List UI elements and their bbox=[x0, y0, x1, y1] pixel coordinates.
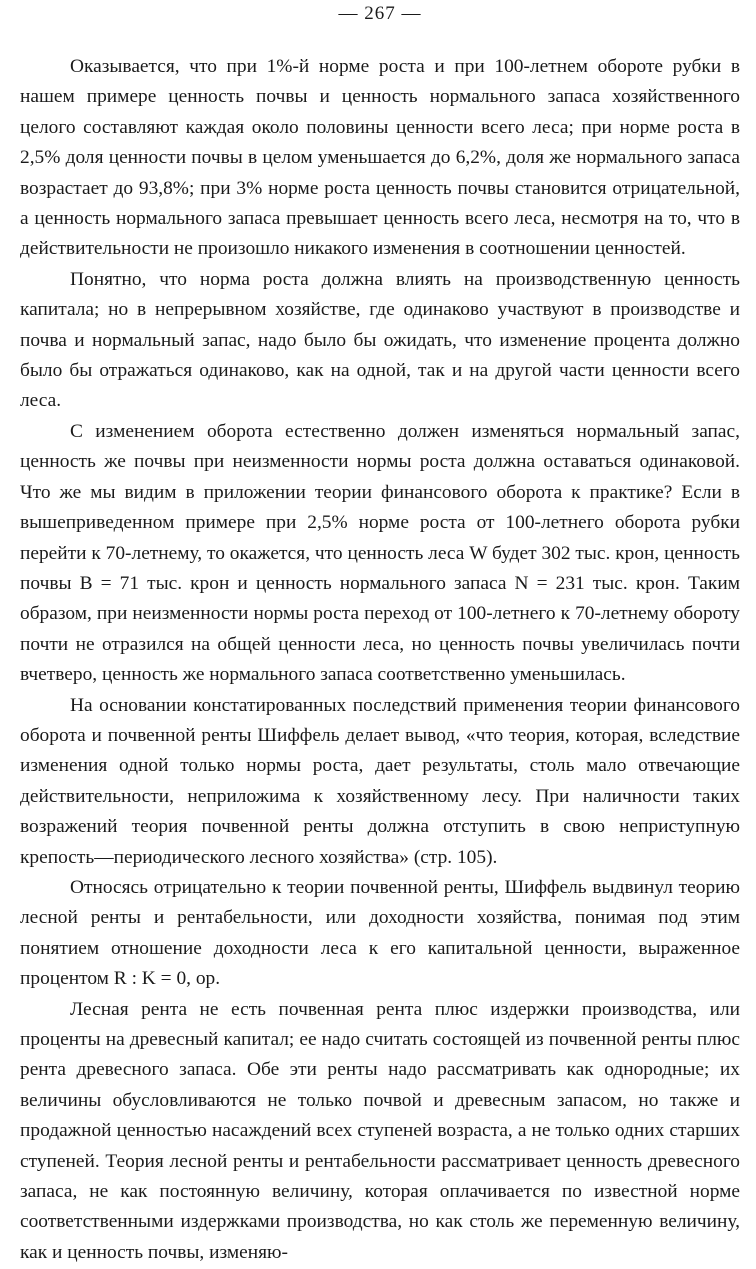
paragraph-6: Лесная рента не есть почвенная рента плюс издержки производства, или проценты на древесный капитал; ее надо считать состоящей из почвенной ренты плюс рента древесного запаса. Обе эти ренты надо рассматривать как однородные; их величины обусловливаются не только почвой и древесным запасом, но также и продажной ценностью насаждений всех ступеней возраста, а не только одних старших ступеней. Теория лесной ренты и рентабельности рассматривает ценность древесного запаса, не как постоянную величину, которая оплачивается по известной норме соответственными издержками производства, но как столь же переменную величину, как и ценность почвы, изменяю- bbox=[20, 998, 740, 1263]
paragraph-3: С изменением оборота естественно должен изменяться нормальный запас, ценность же почвы при неизменности нормы роста должна оставаться одинаковой. Что же мы видим в приложении теории финансового оборота к практике? Если в вышеприведенном примере при 2,5% норме роста от 100-летнего оборота рубки перейти к 70-летнему, то окажется, что ценность леса W будет 302 тыс. крон, ценность почвы B = 71 тыс. крон и ценность нормального запаса N = 231 тыс. крон. Таким образом, при неизменности нормы роста переход от 100-летнего к 70-летнему обороту почти не отразился на общей ценности леса, но ценность почвы увеличилась почти вчетверо, ценность же нормального запаса соответственно уменьшилась. bbox=[20, 420, 740, 686]
paragraph-1: Оказывается, что при 1%-й норме роста и при 100-летнем обороте рубки в нашем примере ценность почвы и ценность нормального запаса хозяйственного целого составляют каждая около половины ценности всего леса; при норме роста в 2,5% доля ценности почвы в целом уменьшается до 6,2%, доля же нормального запаса возрастает до 93,8%; при 3% норме роста ценность почвы становится отрицательной, а ценность нормального запаса превышает ценность всего леса, несмотря на то, что в действительности не произошло никакого изменения в соотношении ценностей. bbox=[20, 56, 740, 260]
body-text bbox=[20, 52, 740, 1268]
paragraph-5: Относясь отрицательно к теории почвенной ренты, Шиффель выдвинул теорию лесной ренты и рентабельности, или доходности хозяйства, понимая под этим понятием отношение доходности леса к его капитальной ценности, выраженное процентом R : K = 0, ор. bbox=[20, 876, 740, 990]
paragraph-4: На основании констатированных последствий применения теории финансового оборота и почвенной ренты Шиффель делает вывод, «что теория, которая, вследствие изменения одной только нормы роста, дает результаты, столь мало отвечающие действительности, неприложима к хозяйственному лесу. При наличности таких возражений теория почвенной ренты должна отступить в свою неприступную крепость—периодического лесного хозяйства» (стр. 105). bbox=[20, 694, 740, 868]
page-number: — 267 — bbox=[338, 3, 422, 24]
paragraph-2: Понятно, что норма роста должна влиять на производственную ценность капитала; но в непрерывном хозяйстве, где одинаково участвуют в производстве и почва и нормальный запас, надо было бы ожидать, что изменение процента должно было бы отражаться одинаково, как на одной, так и на другой части ценности всего леса. bbox=[20, 268, 740, 412]
